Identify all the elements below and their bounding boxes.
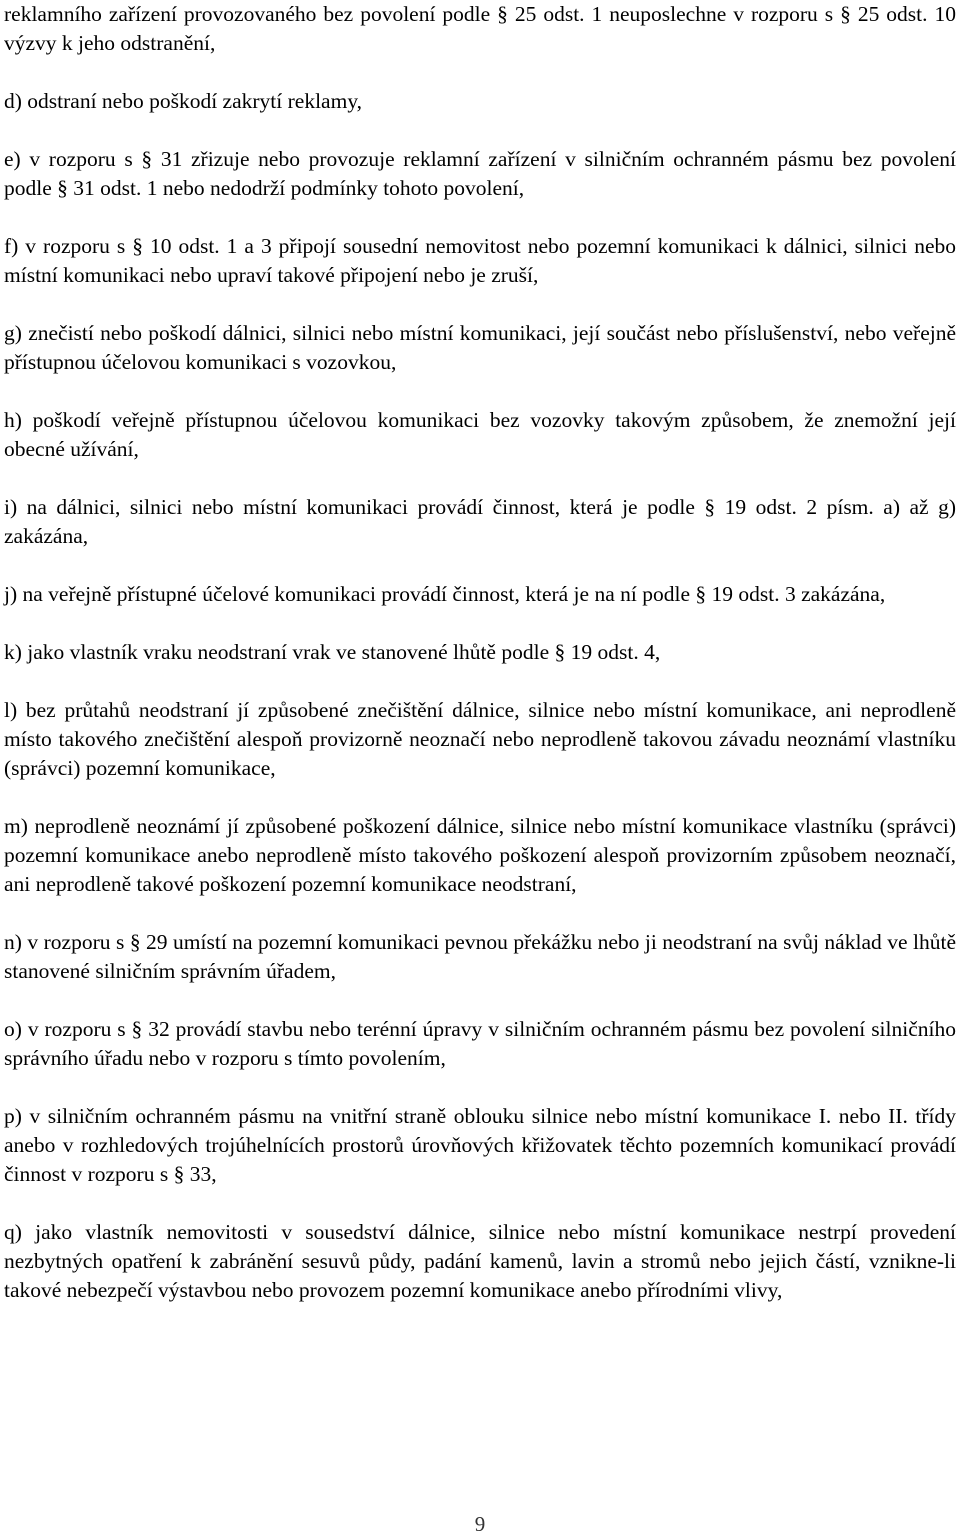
paragraph-item-n: n) v rozporu s § 29 umístí na pozemní komunikaci pevnou překážku nebo ji neodstraní na svůj náklad ve lhůtě stanovené silničním správním úřadem, bbox=[4, 930, 956, 983]
document-page bbox=[4, 0, 956, 1305]
paragraph-item-d: d) odstraní nebo poškodí zakrytí reklamy, bbox=[4, 89, 363, 113]
paragraph-item-g: g) znečistí nebo poškodí dálnici, silnici nebo místní komunikaci, její součást nebo příslušenství, nebo veřejně přístupnou účelovou komunikaci s vozovkou, bbox=[4, 321, 956, 374]
paragraph-item-l: l) bez průtahů neodstraní jí způsobené znečištění dálnice, silnice nebo místní komunikace, ani neprodleně místo takového znečištění alespoň provizorně neoznačí nebo neprodleně takovou závadu neoznámí vlastníku (správci) pozemní komunikace, bbox=[4, 698, 956, 780]
paragraph-item-q: q) jako vlastník nemovitosti v sousedství dálnice, silnice nebo místní komunikace nestrpí provedení nezbytných opatření k zabránění sesuvů půdy, padání kamenů, lavin a stromů nebo jejich částí, vznikne-li takové nebezpečí výstavbou nebo provozem pozemní komunikace anebo přírodními vlivy, bbox=[4, 1220, 956, 1302]
paragraph-item-m: m) neprodleně neoznámí jí způsobené poškození dálnice, silnice nebo místní komunikace vlastníku (správci) pozemní komunikace anebo neprodleně místo takového poškození alespoň provizorním způsobem neoznačí, ani neprodleně takové poškození pozemní komunikace neodstraní, bbox=[4, 814, 956, 896]
page-number: 9 bbox=[474, 1512, 486, 1536]
paragraph-item-j: j) na veřejně přístupné účelové komunikaci provádí činnost, která je na ní podle § 19 odst. 3 zakázána, bbox=[4, 582, 886, 606]
paragraph-item-h: h) poškodí veřejně přístupnou účelovou komunikaci bez vozovky takovým způsobem, že znemožní její obecné užívání, bbox=[4, 408, 956, 461]
paragraph-item-o: o) v rozporu s § 32 provádí stavbu nebo terénní úpravy v silničním ochranném pásmu bez povolení silničního správního úřadu nebo v rozporu s tímto povolením, bbox=[4, 1017, 956, 1070]
paragraph-continuation: reklamního zařízení provozovaného bez povolení podle § 25 odst. 1 neuposlechne v rozporu s § 25 odst. 10 výzvy k jeho odstranění, bbox=[4, 2, 956, 55]
paragraph-item-e: e) v rozporu s § 31 zřizuje nebo provozuje reklamní zařízení v silničním ochranném pásmu bez povolení podle § 31 odst. 1 nebo nedodrží podmínky tohoto povolení, bbox=[4, 147, 956, 200]
paragraph-item-i: i) na dálnici, silnici nebo místní komunikaci provádí činnost, která je podle § 19 odst. 2 písm. a) až g) zakázána, bbox=[4, 495, 956, 548]
paragraph-item-p: p) v silničním ochranném pásmu na vnitřní straně oblouku silnice nebo místní komunikace I. nebo II. třídy anebo v rozhledových trojúhelnících prostorů úrovňových křižovatek těchto pozemních komunikací provádí činnost v rozporu s § 33, bbox=[4, 1104, 956, 1186]
paragraph-item-k: k) jako vlastník vraku neodstraní vrak ve stanovené lhůtě podle § 19 odst. 4, bbox=[4, 640, 661, 664]
paragraph-item-f: f) v rozporu s § 10 odst. 1 a 3 připojí sousední nemovitost nebo pozemní komunikaci k dálnici, silnici nebo místní komunikaci nebo upraví takové připojení nebo je zruší, bbox=[4, 234, 956, 287]
